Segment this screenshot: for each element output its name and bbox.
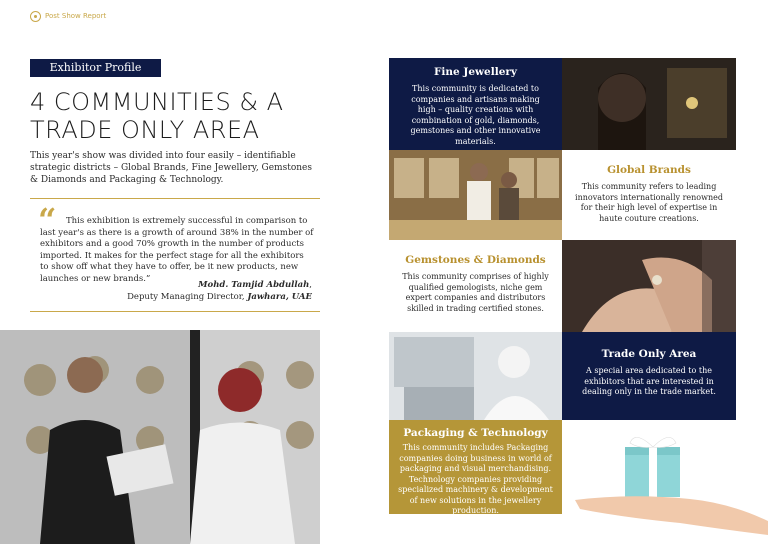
quote-top-rule xyxy=(30,198,320,199)
tile-trade-only-area xyxy=(562,332,736,420)
tile-gemstones-diamonds xyxy=(389,240,562,332)
section-badge: Exhibitor Profile xyxy=(30,59,161,77)
gemstones-body: This community comprises of highly qualified gemologists, niche gem expert companies and distributors skilled in trading certified stones. xyxy=(402,272,549,313)
gem-inspection-photo xyxy=(562,240,736,332)
packaging-title: Packaging & Technology xyxy=(403,427,548,439)
jewellery-model-photo xyxy=(562,58,736,150)
tile-global-brands xyxy=(562,150,736,240)
exhibition-booth-photo xyxy=(0,330,320,544)
global-brands-body: This community refers to leading innovators internationally renowned for their high level of expertise in haute couture creations. xyxy=(575,182,723,223)
page-title-line-1: 4 COMMUNITIES & A xyxy=(30,88,284,116)
global-brands-title: Global Brands xyxy=(607,164,691,176)
report-label: Post Show Report xyxy=(45,12,107,20)
fine-jewellery-title: Fine Jewellery xyxy=(433,66,518,78)
quote-bottom-rule xyxy=(30,311,320,312)
quote-mark-icon: “ xyxy=(38,201,57,239)
technology-machinery-photo xyxy=(389,332,562,420)
gemstones-title: Gemstones & Diamonds xyxy=(405,254,546,266)
packaging-body: This community includes Packaging companies doing business in world of packaging and visual merchandising. Technology companies providing specialized machinery & development of new solutions in the jewellery production. xyxy=(398,443,553,515)
author-company: Jawhara, UAE xyxy=(247,292,312,302)
trade-only-body: A special area dedicated to the exhibitors that are interested in dealing only in the trade market. xyxy=(582,366,716,396)
page-title-line-2: TRADE ONLY AREA xyxy=(30,116,260,144)
tile-packaging-technology xyxy=(389,420,562,514)
page-title xyxy=(30,88,360,144)
gift-box-hand-image xyxy=(570,425,768,535)
jewellery-store-photo xyxy=(389,150,562,240)
quote-text: This exhibition is extremely successful in comparison to last year's as there is a growth of around 38% in the number of exhibitors and a good 70% growth in the number of products imported. It makes for the perfect stage for all the exhibitors to show off what they have to offer, be it new products, new launches or new brands.” xyxy=(40,216,314,284)
fine-jewellery-body: This community is dedicated to companies and artisans making high – quality creations with combination of gold, diamonds, gemstones and other innovative materials. xyxy=(410,84,541,146)
trade-only-title: Trade Only Area xyxy=(601,348,697,360)
quote-attribution: Mohd. Tamjid Abdullah, Deputy Managing Director, Jawhara, UAE xyxy=(127,280,312,302)
intro-paragraph: This year's show was divided into four easily – identifiable strategic districts – Global Brands, Fine Jewellery, Gemstones & Diamonds and Packaging & Technology. xyxy=(30,151,312,185)
tile-fine-jewellery xyxy=(389,58,562,150)
logo-icon xyxy=(30,11,41,22)
author-name: Mohd. Tamjid Abdullah xyxy=(198,280,310,290)
author-title: Deputy Managing Director, xyxy=(127,292,245,302)
